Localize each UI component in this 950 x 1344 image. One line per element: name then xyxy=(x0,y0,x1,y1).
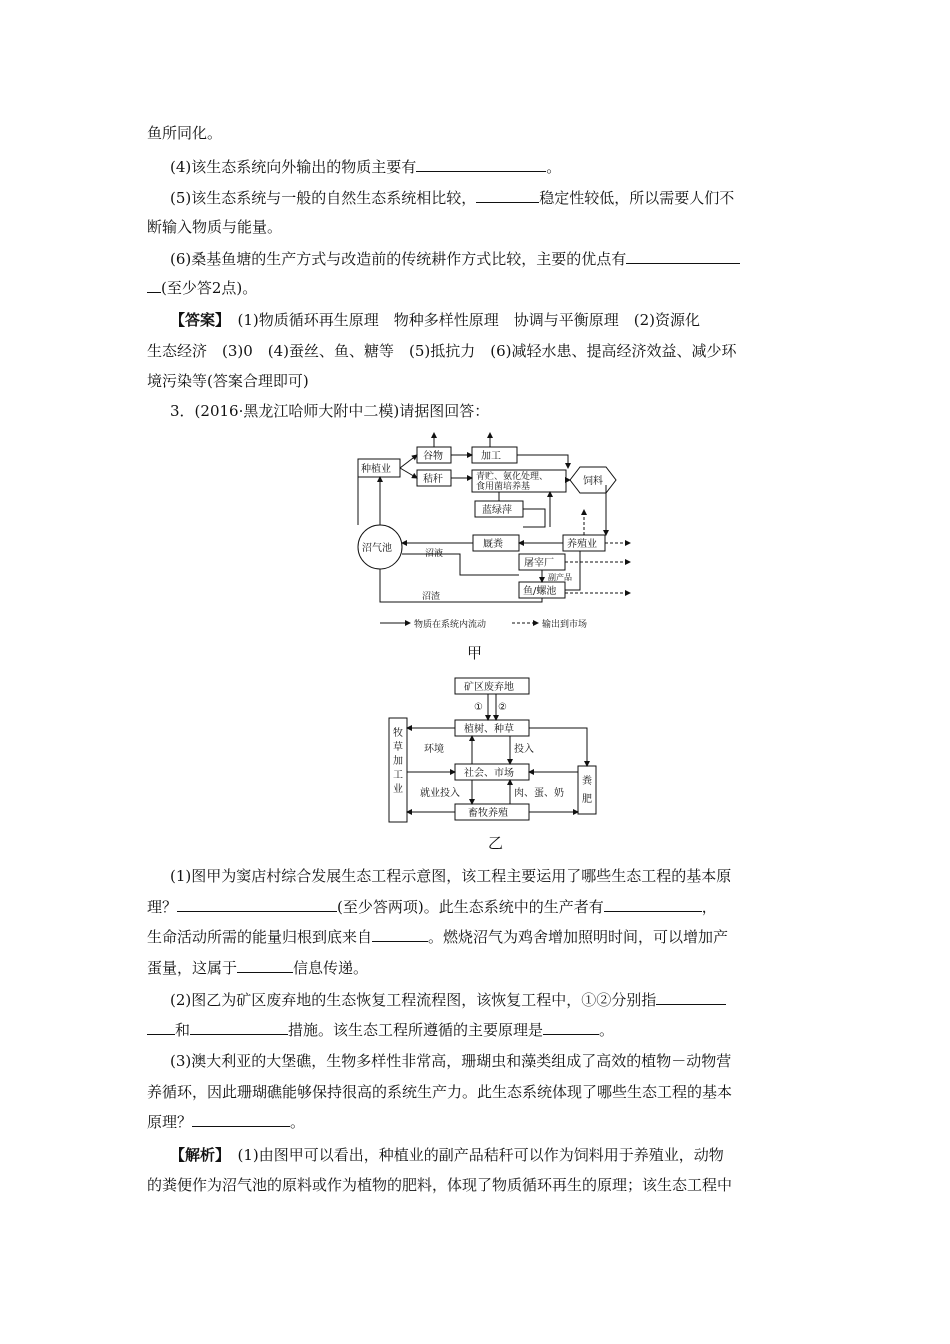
question-text: (5)该生态系统与一般的自然生态系统相比较， xyxy=(170,189,477,207)
label-zhongzhi: 种植业 xyxy=(361,464,391,475)
answer-blank xyxy=(147,1020,175,1035)
subquestion-2 xyxy=(170,990,726,1010)
answer-blank xyxy=(190,1020,288,1035)
diagram-jia xyxy=(340,430,640,640)
punct: 。 xyxy=(599,1021,615,1039)
question-text: 理？ xyxy=(147,898,178,916)
legend-in: 物质在系统内流动 xyxy=(414,620,487,630)
punct: ， xyxy=(701,898,717,916)
analysis-text: (1)由图甲可以看出，种植业的副产品秸秆可以作为饲料用于养殖业，动物 xyxy=(237,1146,724,1164)
answer-blank xyxy=(543,1020,599,1035)
question-text: (至少答两项)。此生态系统中的生产者有 xyxy=(337,898,604,916)
subquestion-3-cont: 养循环，因此珊瑚礁能够保持很高的系统生产力。此生态系统体现了哪些生态工程的基本 xyxy=(147,1083,733,1101)
question-5 xyxy=(170,188,734,208)
label-siliao: 饲料 xyxy=(583,476,603,487)
question-3-heading: 3．(2016·黑龙江哈师大附中二模)请据图回答： xyxy=(170,402,490,420)
subquestion-1: (1)图甲为窦店村综合发展生态工程示意图，该工程主要运用了哪些生态工程的基本原 xyxy=(170,867,732,885)
question-text: (至少答2点)。 xyxy=(161,279,258,297)
question-text: 。燃烧沼气为鸡舍增加照明时间，可以增加产 xyxy=(428,928,729,946)
question-text: 生命活动所需的能量归根到底来自 xyxy=(147,928,373,946)
label-fenfei-2: 肥 xyxy=(582,794,592,805)
label-fuchanpin: 副产品 xyxy=(548,573,572,582)
label-fenfei-1: 粪 xyxy=(582,776,592,787)
label-rou: 肉、蛋、奶 xyxy=(514,788,564,799)
answer-blank xyxy=(192,1112,290,1127)
label-lanlvping: 蓝绿萍 xyxy=(482,505,512,516)
answer-blank xyxy=(626,249,740,264)
subquestion-1-cont xyxy=(147,927,728,947)
subquestion-2-cont xyxy=(147,1020,614,1040)
subquestion-1-cont xyxy=(147,958,368,978)
label-xumu: 畜牧养殖 xyxy=(468,808,508,819)
label-qingzhu-2: 食用菌培养基 xyxy=(476,482,531,492)
answer-blank xyxy=(476,188,539,203)
question-6-cont xyxy=(147,278,257,298)
answer-blank xyxy=(604,897,702,912)
label-jiuye: 就业投入 xyxy=(420,788,460,799)
question-text: (6)桑基鱼塘的生产方式与改造前的传统耕作方式比较，主要的优点有 xyxy=(170,250,627,268)
answer-label: 【答案】 xyxy=(170,311,223,329)
label-shehui: 社会、市场 xyxy=(464,768,514,779)
answer-blank xyxy=(147,278,161,293)
label-muchao-5: 业 xyxy=(393,784,403,795)
subquestion-3: (3)澳大利亚的大堡礁，生物多样性非常高，珊瑚虫和藻类组成了高效的植物－动物营 xyxy=(170,1052,732,1070)
question-text: (2)图乙为矿区废弃地的生态恢复工程流程图，该恢复工程中，①②分别指 xyxy=(170,991,657,1009)
label-circle-2: ② xyxy=(498,702,507,713)
answer-blank xyxy=(656,990,726,1005)
label-yangzhi: 养殖业 xyxy=(567,539,597,550)
answer-line: 生态经济 (3)0 (4)蚕丝、鱼、糖等 (5)抵抗力 (6)减轻水患、提高经济效益、减少环 xyxy=(147,342,737,360)
answer-text: (1)物质循环再生原理 物种多样性原理 协调与平衡原理 (2)资源化 xyxy=(237,311,701,329)
label-fenlei: 厩粪 xyxy=(483,539,503,550)
label-qingzhu-1: 青贮、氨化处理、 xyxy=(476,472,549,482)
label-muchao-1: 牧 xyxy=(393,728,403,739)
question-text: 措施。该生态工程所遵循的主要原理是 xyxy=(288,1021,544,1039)
question-text: 和 xyxy=(175,1021,191,1039)
label-circle-1: ① xyxy=(474,702,483,713)
analysis-line xyxy=(170,1145,724,1165)
box-fenfei xyxy=(578,766,596,814)
label-jiagong: 加工 xyxy=(481,451,501,462)
label-zhishu: 植树、种草 xyxy=(464,724,514,735)
punct: 。 xyxy=(290,1113,306,1131)
text-line: 断输入物质与能量。 xyxy=(147,218,283,236)
subquestion-3-cont xyxy=(147,1112,305,1132)
label-zhaoye: 沼液 xyxy=(425,549,444,559)
label-huanjing: 环境 xyxy=(424,744,444,755)
answer-blank xyxy=(177,897,337,912)
analysis-line: 的粪便作为沼气池的原料或作为植物的肥料，体现了物质循环再生的原理；该生态工程中 xyxy=(147,1176,733,1194)
label-zhaozha: 沼渣 xyxy=(422,592,441,602)
question-4 xyxy=(170,157,561,177)
punct: 。 xyxy=(546,158,562,176)
answer-line: 境污染等(答案合理即可) xyxy=(147,372,309,390)
legend-out: 输出到市场 xyxy=(542,620,588,630)
label-muchao-3: 加 xyxy=(393,756,403,767)
label-yuluochi: 鱼/螺池 xyxy=(523,586,557,597)
label-touru: 投入 xyxy=(514,744,534,755)
caption-yi: 乙 xyxy=(488,834,504,852)
label-guwu: 谷物 xyxy=(423,451,443,462)
label-muchao-4: 工 xyxy=(393,770,403,781)
label-kuangqu: 矿区废弃地 xyxy=(464,682,514,693)
caption-jia: 甲 xyxy=(467,644,483,662)
question-text: 原理？ xyxy=(147,1113,193,1131)
subquestion-1-cont xyxy=(147,897,717,917)
analysis-label: 【解析】 xyxy=(170,1146,223,1164)
question-text: 稳定性较低，所以需要人们不 xyxy=(539,189,735,207)
label-jiegan: 秸秆 xyxy=(423,474,443,485)
question-text: (4)该生态系统向外输出的物质主要有 xyxy=(170,158,417,176)
question-text: 蛋量，这属于 xyxy=(147,959,238,977)
diagram-yi xyxy=(380,674,605,826)
label-tuzai: 屠宰厂 xyxy=(524,558,554,569)
answer-blank xyxy=(372,927,428,942)
answer-line xyxy=(170,310,700,330)
label-zhaoqichi: 沼气池 xyxy=(362,543,392,554)
answer-blank xyxy=(416,157,546,172)
text-line: 鱼所同化。 xyxy=(147,124,223,142)
label-muchao-2: 草 xyxy=(393,742,403,753)
question-6 xyxy=(170,249,740,269)
question-text: 信息传递。 xyxy=(293,959,369,977)
answer-blank xyxy=(237,958,293,973)
